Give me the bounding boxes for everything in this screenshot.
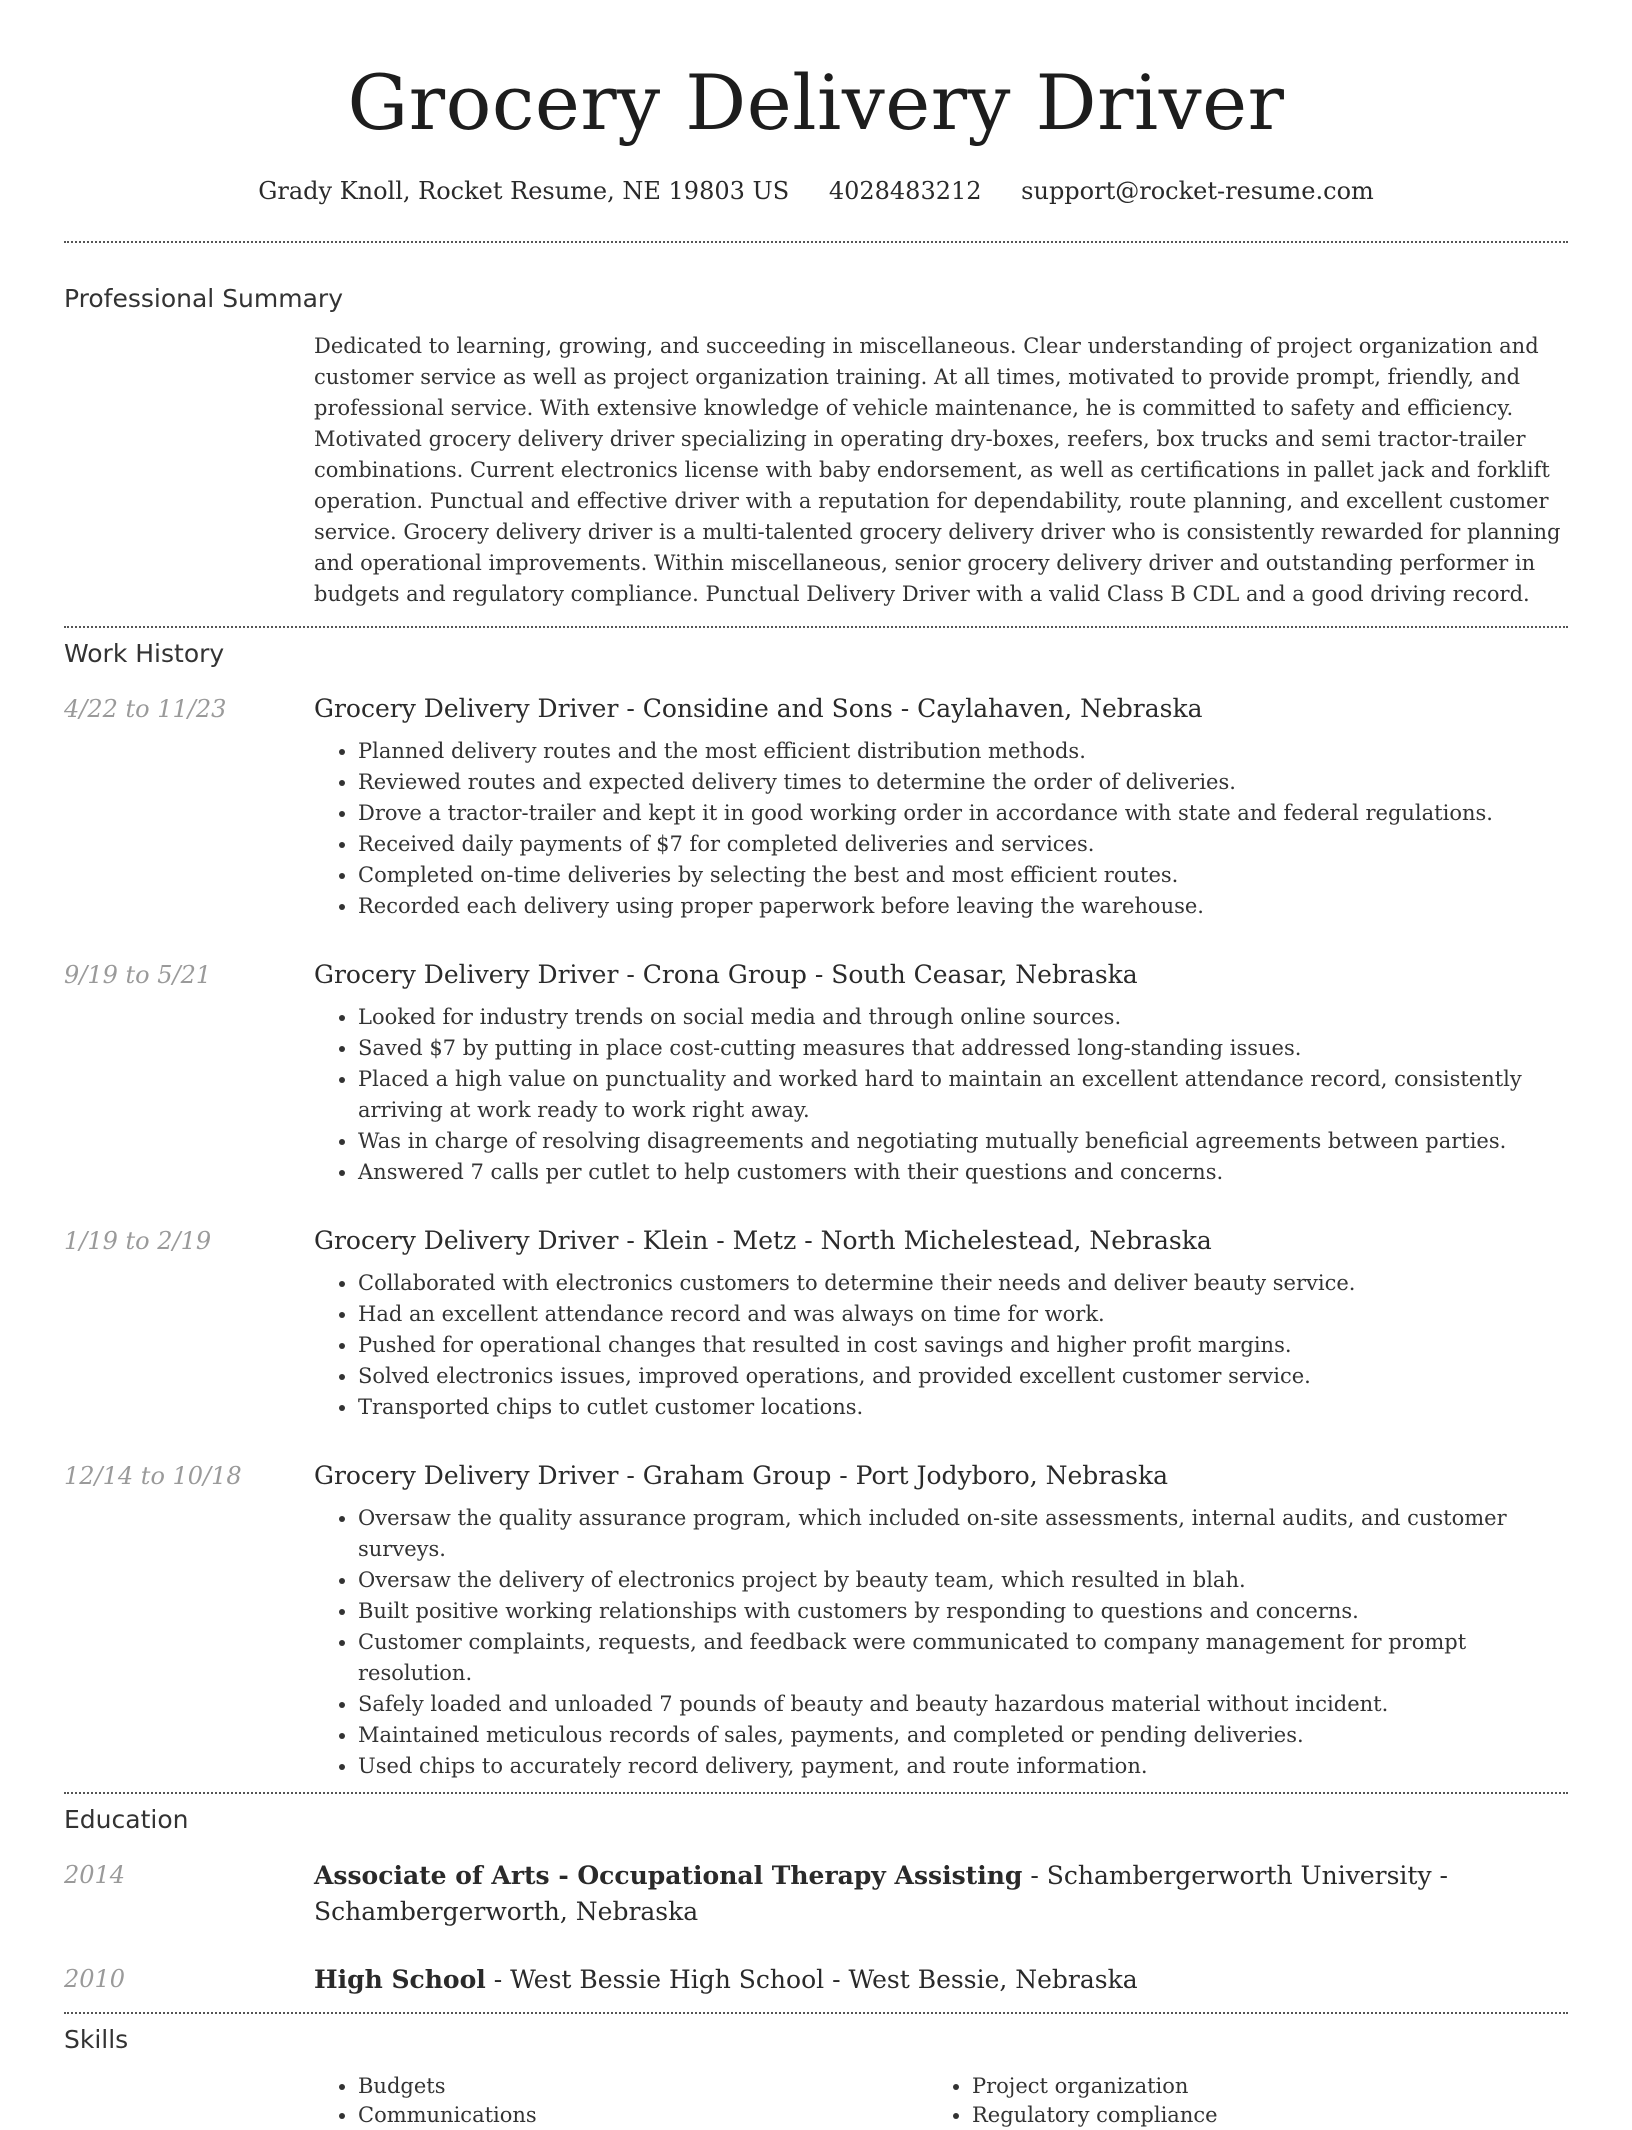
job-entry	[64, 692, 1568, 922]
education-entry	[64, 1858, 1568, 1930]
education-entry	[64, 1962, 1568, 1998]
contact-address: Grady Knoll, Rocket Resume, NE 19803 US	[258, 177, 790, 205]
job-bullet: • Built positive working relationships with customers by responding to questions and concerns.	[358, 1596, 1568, 1627]
education-title	[314, 1962, 1568, 1998]
divider	[64, 241, 1568, 243]
job-bullet: • Completed on-time deliveries by selecting the best and most efficient routes.	[358, 860, 1568, 891]
job-bullet: • Customer complaints, requests, and feedback were communicated to company management for prompt resolution.	[358, 1627, 1568, 1689]
contact-email: support@rocket-resume.com	[1021, 177, 1374, 205]
job-title: Grocery Delivery Driver - Graham Group - Port Jodyboro, Nebraska	[314, 1461, 1169, 1490]
education-school: - Schambergerworth University - Schambergerworth, Nebraska	[314, 1861, 1448, 1926]
education-school: - West Bessie High School - West Bessie, Nebraska	[485, 1965, 1138, 1994]
skill-item: • Communications	[358, 2101, 928, 2130]
job-bullets	[314, 1503, 1568, 1782]
work-heading: Work History	[64, 639, 225, 668]
skill-item: • Project organization	[972, 2072, 1542, 2101]
job-body	[314, 1224, 1568, 1423]
job-bullet: • Oversaw the quality assurance program, which included on-site assessments, internal audits, and customer surveys.	[358, 1503, 1568, 1565]
divider	[64, 2012, 1568, 2014]
job-bullet: • Saved $7 by putting in place cost-cutting measures that addressed long-standing issues.	[358, 1033, 1568, 1064]
contact-phone: 4028483212	[828, 177, 982, 205]
education-degree: Associate of Arts - Occupational Therapy Assisting	[314, 1861, 1023, 1890]
job-bullet: • Looked for industry trends on social media and through online sources.	[358, 1002, 1568, 1033]
skills-list-right	[928, 2072, 1542, 2130]
job-bullet: • Had an excellent attendance record and was always on time for work.	[358, 1299, 1568, 1330]
skill-item: • Regulatory compliance	[972, 2101, 1542, 2130]
work-history-list	[64, 692, 1568, 1782]
summary-section	[64, 331, 1568, 610]
education-list	[64, 1858, 1568, 1998]
job-body	[314, 958, 1568, 1188]
job-bullet: • Safely loaded and unloaded 7 pounds of beauty and beauty hazardous material without incident.	[358, 1689, 1568, 1720]
education-year: 2010	[64, 1965, 126, 1993]
education-heading: Education	[64, 1805, 189, 1834]
job-bullet: • Collaborated with electronics customers to determine their needs and deliver beauty service.	[358, 1268, 1568, 1299]
job-entry	[64, 958, 1568, 1188]
job-dates: 4/22 to 11/23	[64, 695, 227, 723]
education-title	[314, 1858, 1568, 1930]
job-title: Grocery Delivery Driver - Klein - Metz - North Michelestead, Nebraska	[314, 1226, 1212, 1255]
skills-heading: Skills	[64, 2025, 129, 2054]
resume-title: Grocery Delivery Driver	[347, 58, 1285, 147]
summary-heading: Professional Summary	[64, 284, 344, 313]
job-dates: 1/19 to 2/19	[64, 1227, 212, 1255]
job-bullets	[314, 736, 1568, 922]
job-bullet: • Answered 7 calls per cutlet to help customers with their questions and concerns.	[358, 1157, 1568, 1188]
skill-item: • Budgets	[358, 2072, 928, 2101]
job-bullets	[314, 1002, 1568, 1188]
job-bullet: • Drove a tractor-trailer and kept it in good working order in accordance with state and federal regulations.	[358, 798, 1568, 829]
job-bullet: • Used chips to accurately record delivery, payment, and route information.	[358, 1751, 1568, 1782]
job-bullet: • Pushed for operational changes that resulted in cost savings and higher profit margins.	[358, 1330, 1568, 1361]
job-title: Grocery Delivery Driver - Considine and Sons - Caylahaven, Nebraska	[314, 694, 1203, 723]
job-title: Grocery Delivery Driver - Crona Group - South Ceasar, Nebraska	[314, 960, 1138, 989]
job-bullet: • Reviewed routes and expected delivery times to determine the order of deliveries.	[358, 767, 1568, 798]
job-bullet: • Was in charge of resolving disagreements and negotiating mutually beneficial agreements between parties.	[358, 1126, 1568, 1157]
job-entry	[64, 1224, 1568, 1423]
job-bullet: • Transported chips to cutlet customer locations.	[358, 1392, 1568, 1423]
job-bullet: • Recorded each delivery using proper paperwork before leaving the warehouse.	[358, 891, 1568, 922]
contact-line	[64, 175, 1568, 207]
job-bullets	[314, 1268, 1568, 1423]
job-bullet: • Oversaw the delivery of electronics project by beauty team, which resulted in blah.	[358, 1565, 1568, 1596]
job-dates: 12/14 to 10/18	[64, 1462, 242, 1490]
divider	[64, 1792, 1568, 1794]
skills-list-left	[314, 2072, 928, 2130]
job-body	[314, 692, 1568, 922]
job-bullet: • Planned delivery routes and the most efficient distribution methods.	[358, 736, 1568, 767]
job-bullet: • Placed a high value on punctuality and worked hard to maintain an excellent attendance record, consistently arriving at work ready to work right away.	[358, 1064, 1568, 1126]
education-degree: High School	[314, 1965, 486, 1994]
divider	[64, 626, 1568, 628]
education-year: 2014	[64, 1861, 126, 1889]
job-body	[314, 1459, 1568, 1782]
job-bullet: • Received daily payments of $7 for completed deliveries and services.	[358, 829, 1568, 860]
summary-text: Dedicated to learning, growing, and succeeding in miscellaneous. Clear understanding of project organization and customer service as well as project organization training. At all times, motivated to provide prompt, friendly, and professional service. With extensive knowledge of vehicle maintenance, he is committed to safety and efficiency. Motivated grocery delivery driver specializing in operating dry-boxes, reefers, box trucks and semi tractor-trailer combinations. Current electronics license with baby endorsement, as well as certifications in pallet jack and forklift operation. Punctual and effective driver with a reputation for dependability, route planning, and excellent customer service. Grocery delivery driver is a multi-talented grocery delivery driver who is consistently rewarded for planning and operational improvements. Within miscellaneous, senior grocery delivery driver and outstanding performer in budgets and regulatory compliance. Punctual Delivery Driver with a valid Class B CDL and a good driving record.	[314, 334, 1561, 606]
job-entry	[64, 1459, 1568, 1782]
resume	[64, 0, 1568, 2130]
skills-section	[64, 2072, 1568, 2130]
job-bullet: • Solved electronics issues, improved operations, and provided excellent customer service.	[358, 1361, 1568, 1392]
job-dates: 9/19 to 5/21	[64, 961, 212, 989]
job-bullet: • Maintained meticulous records of sales, payments, and completed or pending deliveries.	[358, 1720, 1568, 1751]
